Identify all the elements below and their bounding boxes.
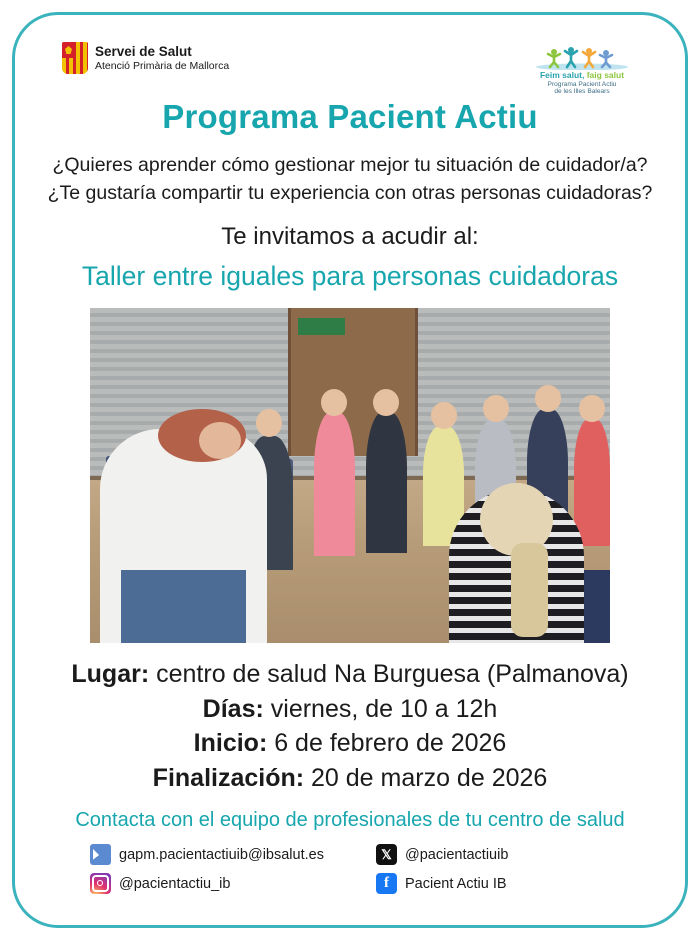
logo-right-line1: Feim salut, faig salut bbox=[539, 70, 625, 80]
facebook-icon: f bbox=[376, 873, 397, 894]
detail-row-dias bbox=[42, 692, 658, 727]
contact-line: Contacta con el equipo de profesionales de tu centro de salud bbox=[75, 809, 625, 832]
people-figures-icon bbox=[522, 44, 642, 70]
social-item-facebook[interactable] bbox=[350, 873, 610, 894]
instagram-icon bbox=[90, 873, 111, 894]
invitation-text: Te invitamos a acudir al: bbox=[221, 223, 479, 251]
social-links bbox=[90, 844, 610, 894]
logo-left-line2: Atenció Primària de Mallorca bbox=[95, 59, 230, 72]
detail-row-finalizacion bbox=[42, 761, 658, 796]
x-twitter-icon: 𝕏 bbox=[376, 844, 397, 865]
question-line-1: ¿Quieres aprender cómo gestionar mejor tu situación de cuidador/a? bbox=[52, 154, 648, 176]
social-item-instagram[interactable] bbox=[90, 873, 350, 894]
poster-header bbox=[42, 32, 658, 95]
logo-left-line1: Servei de Salut bbox=[95, 44, 192, 60]
pacient-actiu-logo bbox=[522, 42, 642, 95]
coat-of-arms-icon bbox=[62, 42, 88, 74]
group-photo-image bbox=[90, 308, 610, 643]
social-label-instagram: @pacientactiu_ib bbox=[119, 875, 231, 892]
detail-label-dias: Días: bbox=[202, 694, 264, 723]
social-item-email[interactable] bbox=[90, 844, 350, 865]
detail-label-finalizacion: Finalización: bbox=[152, 763, 305, 792]
detail-value-dias: viernes, de 10 a 12h bbox=[263, 694, 498, 723]
logo-right-line3: de les Illes Balears bbox=[554, 87, 610, 95]
workshop-title: Taller entre iguales para personas cuidadoras bbox=[81, 261, 619, 292]
servei-de-salut-logo bbox=[62, 42, 229, 74]
page-title: Programa Pacient Actiu bbox=[162, 98, 538, 135]
email-icon bbox=[90, 844, 111, 865]
detail-row-inicio bbox=[42, 726, 658, 761]
detail-row-lugar bbox=[42, 657, 658, 692]
questions-block bbox=[42, 152, 658, 207]
group-photo bbox=[90, 308, 610, 643]
detail-value-finalizacion: 20 de marzo de 2026 bbox=[304, 763, 548, 792]
social-label-facebook: Pacient Actiu IB bbox=[405, 875, 507, 892]
detail-label-inicio: Inicio: bbox=[193, 729, 268, 758]
social-label-x: @pacientactiuib bbox=[405, 846, 509, 863]
detail-value-inicio: 6 de febrero de 2026 bbox=[267, 729, 507, 758]
poster-content bbox=[14, 14, 686, 926]
logo-right-line2: Programa Pacient Actiu bbox=[547, 80, 617, 88]
detail-label-lugar: Lugar: bbox=[71, 660, 150, 689]
social-item-x[interactable] bbox=[350, 844, 610, 865]
detail-value-lugar: centro de salud Na Burguesa (Palmanova) bbox=[149, 660, 629, 689]
details-block bbox=[42, 657, 658, 795]
social-label-email: gapm.pacientactiuib@ibsalut.es bbox=[119, 846, 324, 863]
question-line-2: ¿Te gustaría compartir tu experiencia con otras personas cuidadoras? bbox=[47, 181, 653, 204]
